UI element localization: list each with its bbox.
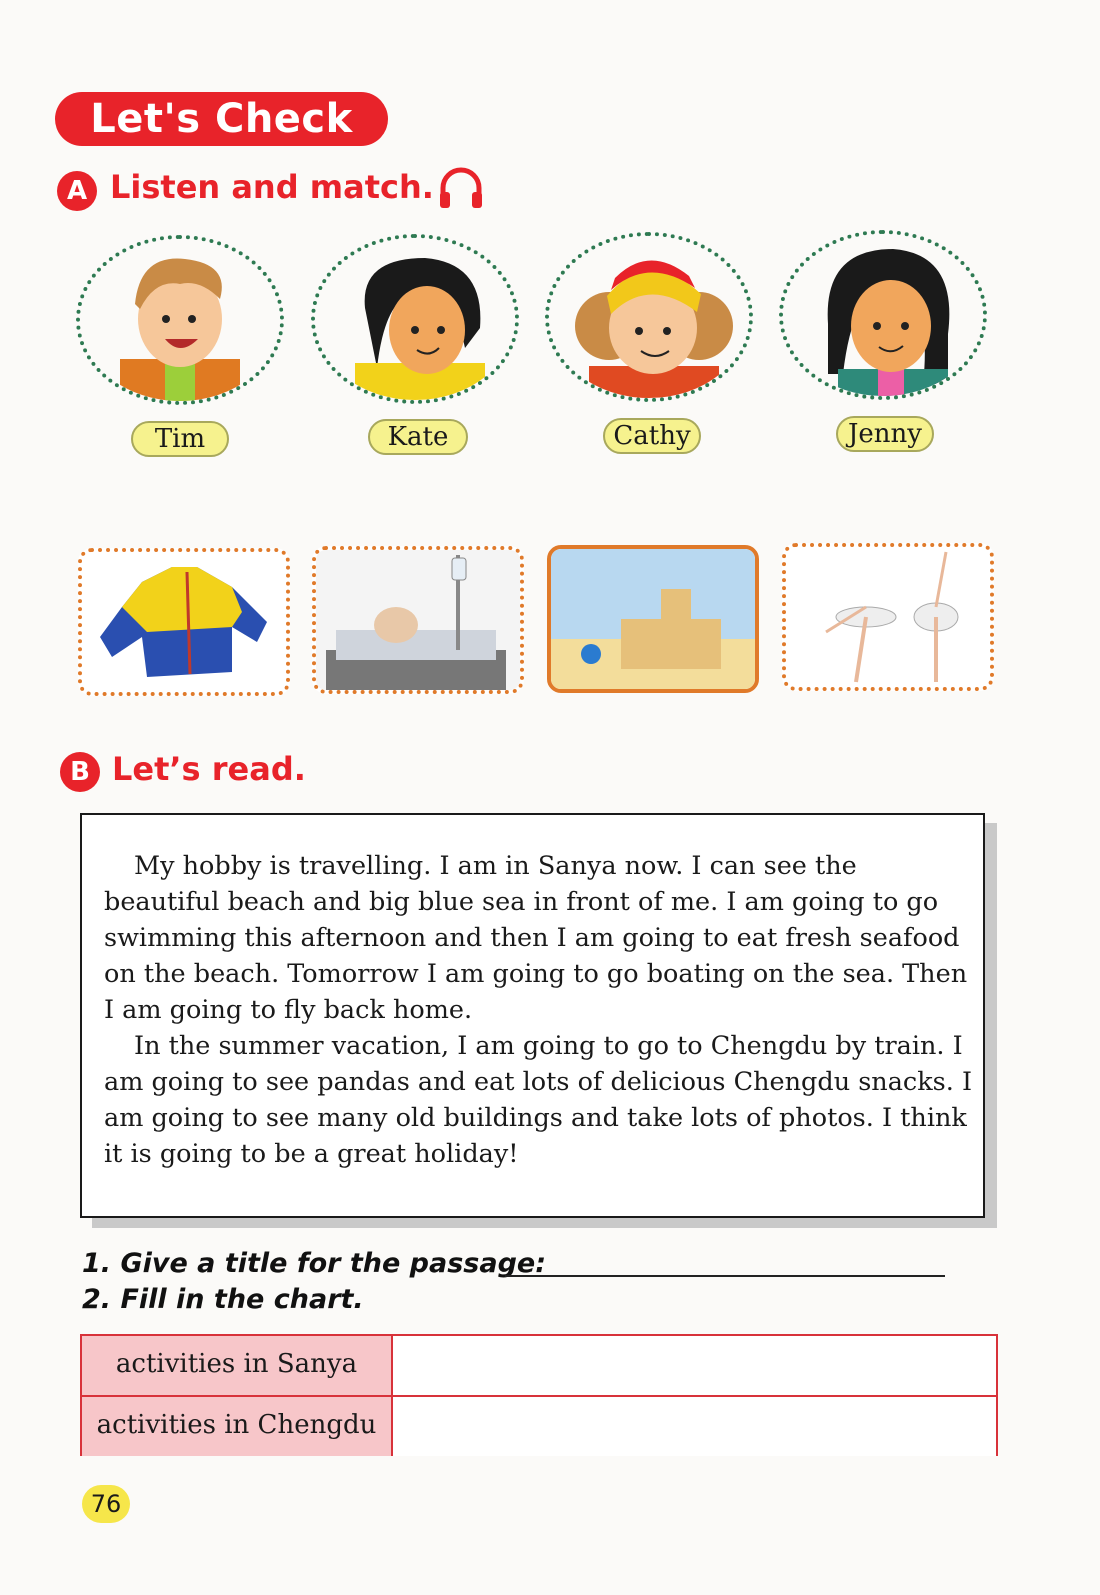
picture-sandcastle [547, 545, 759, 693]
reading-passage-box [80, 813, 985, 1218]
name-tag-cathy: Cathy [603, 418, 701, 454]
section-a-heading: Listen and match. [110, 168, 434, 206]
passage-paragraph-1: My hobby is travelling. I am in Sanya now. I can see the beautiful beach and big blue sea in front of me. I am going to go swimming this afternoon and then I am going to eat fresh seafood on the beach. Tomorrow I am going to go boating on the sea. Then I am going to fly back home. [104, 851, 968, 1025]
section-b-badge: B [60, 752, 100, 792]
section-a-badge: A [57, 171, 97, 211]
portrait-cathy [545, 232, 753, 402]
page-title: Let's Check [55, 92, 388, 146]
name-tag-kate: Kate [368, 419, 468, 455]
chart-answer-sanya[interactable] [393, 1336, 996, 1395]
title-answer-line[interactable] [505, 1275, 945, 1277]
chart-row-sanya [82, 1336, 996, 1395]
name-tag-jenny: Jenny [836, 416, 934, 452]
headphones-icon [437, 166, 485, 210]
page-number: 76 [82, 1485, 130, 1523]
picture-jacket [78, 548, 290, 696]
portrait-kate [311, 234, 519, 404]
picture-hospital [312, 546, 524, 694]
portrait-jenny [779, 230, 987, 400]
chart-row-chengdu [82, 1395, 996, 1456]
passage-paragraph-2: In the summer vacation, I am going to go to Chengdu by train. I am going to see pandas and eat lots of delicious Chengdu snacks. I am going to see many old buildings and take lots of photos. I think it is going to be a great holiday! [104, 1031, 973, 1169]
question-2: 2. Fill in the chart. [82, 1284, 364, 1315]
section-b-heading: Let’s read. [112, 750, 306, 788]
chart-label-sanya: activities in Sanya [82, 1336, 393, 1395]
name-tag-tim: Tim [131, 421, 229, 457]
question-1: 1. Give a title for the passage: [82, 1248, 547, 1279]
activities-chart [80, 1334, 998, 1456]
chart-answer-chengdu[interactable] [393, 1397, 996, 1456]
chart-label-chengdu: activities in Chengdu [82, 1397, 393, 1456]
picture-ballet [782, 543, 994, 691]
portrait-tim [76, 235, 284, 405]
